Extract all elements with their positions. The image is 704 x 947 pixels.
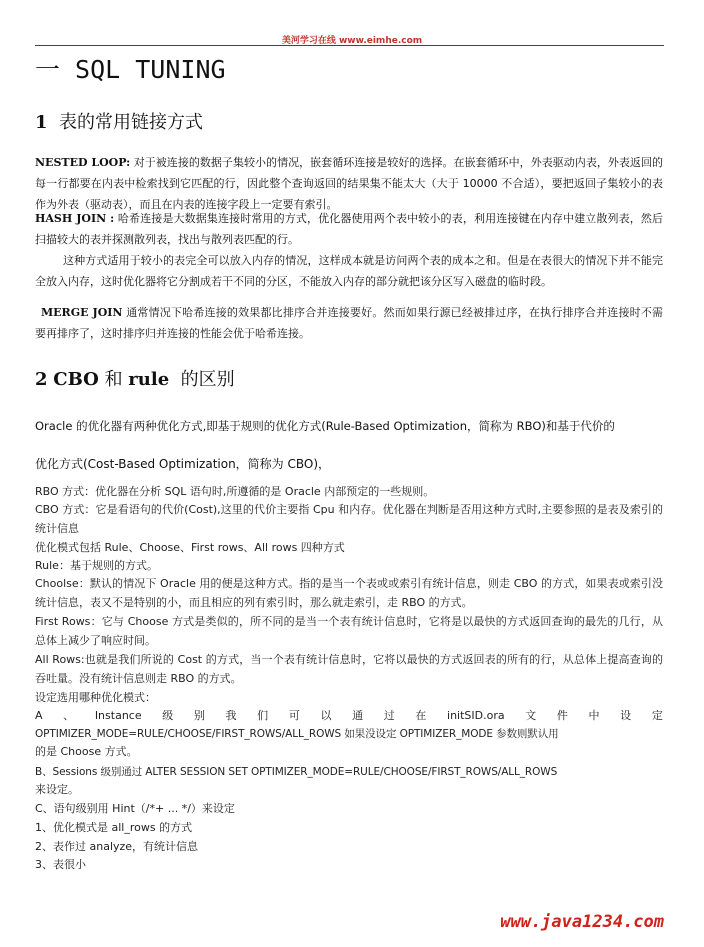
merge-join-lead: MERGE JOIN — [41, 306, 123, 319]
merge-join-paragraph — [35, 302, 663, 344]
instance-level-line1 — [35, 707, 663, 725]
cbo-paragraph: CBO 方式：它是看语句的代价(Cost),这里的代价主要指 Cpu 和内存。优化器在判断是否用这种方式时,主要参照的是表及索引的统计信息 — [35, 503, 663, 535]
instance-word: 别 — [193, 709, 205, 722]
merge-join-text: 通常情况下哈希连接的效果都比排序合并连接要好。然而如果行源已经被排过序，在执行排序合并连接时不需要再排序了，这时排序归并连接的性能会优于哈希连接。 — [35, 306, 664, 340]
choose-paragraph: Choolse：默认的情况下 Oracle 用的便是这种方式。指的是当一个表或或索引有统计信息，则走 CBO 的方式，如果表或索引没统计信息，表又不是特别的小，而且相应的列有索引时，那么就走索引，走 RBO 的方式。 — [35, 577, 663, 609]
header-divider — [35, 45, 664, 46]
instance-word: 文 — [525, 709, 537, 722]
section2-heading — [35, 365, 235, 391]
nested-loop-text: 对于被连接的数据子集较小的情况，嵌套循环连接是较好的选择。在嵌套循环中，外表驱动内表，外表返回的每一行都要在内表中检索找到它匹配的行，因此整个查询返回的结果集不能太大（大于 10000 不合适），要把返回子集较小的表作为外表（驱动表），而且在内表的连接字段上一定要有索引。 — [35, 156, 663, 211]
section1-number: 1 — [35, 112, 48, 133]
footer-watermark-url: www.java1234.com — [500, 912, 664, 932]
instance-word: 件 — [556, 709, 568, 722]
instance-word: 设 — [620, 709, 632, 722]
section2-heading-rule: rule — [128, 369, 170, 390]
nested-loop-paragraph — [35, 152, 663, 215]
session-level-line2: 来设定。 — [35, 783, 79, 796]
header-site-tag: 美河学习在线 www.eimhe.com — [281, 36, 423, 46]
list-item: 2、表作过 analyze，有统计信息 — [35, 840, 199, 853]
list-item: 1、优化模式是 all_rows 的方式 — [35, 821, 193, 834]
section2-heading-tail: 的区别 — [180, 369, 235, 390]
section1-heading-text: 表的常用链接方式 — [58, 112, 203, 133]
optimizer-intro-line2: 优化方式(Cost-Based Optimization，简称为 CBO)， — [35, 457, 331, 471]
rule-line: Rule：基于规则的方式。 — [35, 559, 158, 572]
list-item: 3、表很小 — [35, 858, 86, 871]
instance-word: 通 — [352, 709, 364, 722]
instance-word: Instance — [94, 709, 142, 722]
set-mode-line: 设定选用哪种优化模式： — [35, 691, 156, 704]
instance-level-line2: OPTIMIZER_MODE=RULE/CHOOSE/FIRST_ROWS/ALL_ROWS 如果没设定 OPTIMIZER_MODE 参数则默认用 — [35, 728, 559, 740]
hash-join-paragraph — [35, 208, 663, 250]
instance-word: 以 — [320, 709, 332, 722]
first-rows-paragraph: First Rows：它与 Choose 方式是类似的，所不同的是当一个表有统计信息时，它将是以最快的方式返回查询的最先的几行，从总体上减少了响应时间。 — [35, 615, 663, 647]
section2-number: 2 — [35, 369, 48, 390]
section2-heading-and: 和 — [104, 369, 123, 390]
instance-word: 定 — [651, 709, 663, 722]
section1-heading — [35, 108, 203, 134]
session-level-line1: B、Sessions 级别通过 ALTER SESSION SET OPTIMIZER_MODE=RULE/CHOOSE/FIRST_ROWS/ALL_ROWS — [35, 766, 558, 778]
page-title: 一 SQL TUNING — [35, 55, 226, 84]
hash-join-extra-paragraph: 这种方式适用于较小的表完全可以放入内存的情况，这样成本就是访问两个表的成本之和。但是在表很大的情况下并不能完全放入内存，这时优化器将它分割成若干不同的分区，不能放入内存的部分就把该分区写入磁盘的临时段。 — [35, 254, 663, 288]
section2-heading-cbo: CBO — [53, 369, 99, 390]
statement-level-line: C、语句级别用 Hint（/*+ ... */）来设定 — [35, 802, 235, 815]
instance-word: 过 — [383, 709, 395, 722]
instance-word: 级 — [162, 709, 174, 722]
optimizer-intro-line1: Oracle 的优化器有两种优化方式,即基于规则的优化方式(Rule-Based Optimization，简称为 RBO)和基于代价的 — [35, 419, 615, 433]
hash-join-lead: HASH JOIN : — [35, 212, 115, 225]
modes-line: 优化模式包括 Rule、Choose、First rows、All rows 四种方式 — [35, 541, 345, 554]
nested-loop-lead: NESTED LOOP: — [35, 156, 131, 169]
all-rows-paragraph: All Rows:也就是我们所说的 Cost 的方式，当一个表有统计信息时，它将以最快的方式返回表的所有的行，从总体上提高查询的吞吐量。没有统计信息则走 RBO 的方式。 — [35, 653, 663, 685]
instance-level-line3: 的是 Choose 方式。 — [35, 745, 138, 758]
rbo-line: RBO 方式：优化器在分析 SQL 语句时,所遵循的是 Oracle 内部预定的一些规则。 — [35, 485, 435, 498]
instance-word: 可 — [288, 709, 300, 722]
hash-join-text: 哈希连接是大数据集连接时常用的方式，优化器使用两个表中较小的表，利用连接键在内存中建立散列表，然后扫描较大的表并探测散列表，找出与散列表匹配的行。 — [35, 212, 663, 246]
instance-word: 们 — [257, 709, 269, 722]
instance-word: A — [35, 709, 43, 722]
instance-word: 在 — [415, 709, 427, 722]
instance-word: 我 — [225, 709, 237, 722]
instance-word: 、 — [63, 709, 75, 722]
instance-word: 中 — [588, 709, 600, 722]
instance-word: initSID.ora — [447, 709, 505, 722]
